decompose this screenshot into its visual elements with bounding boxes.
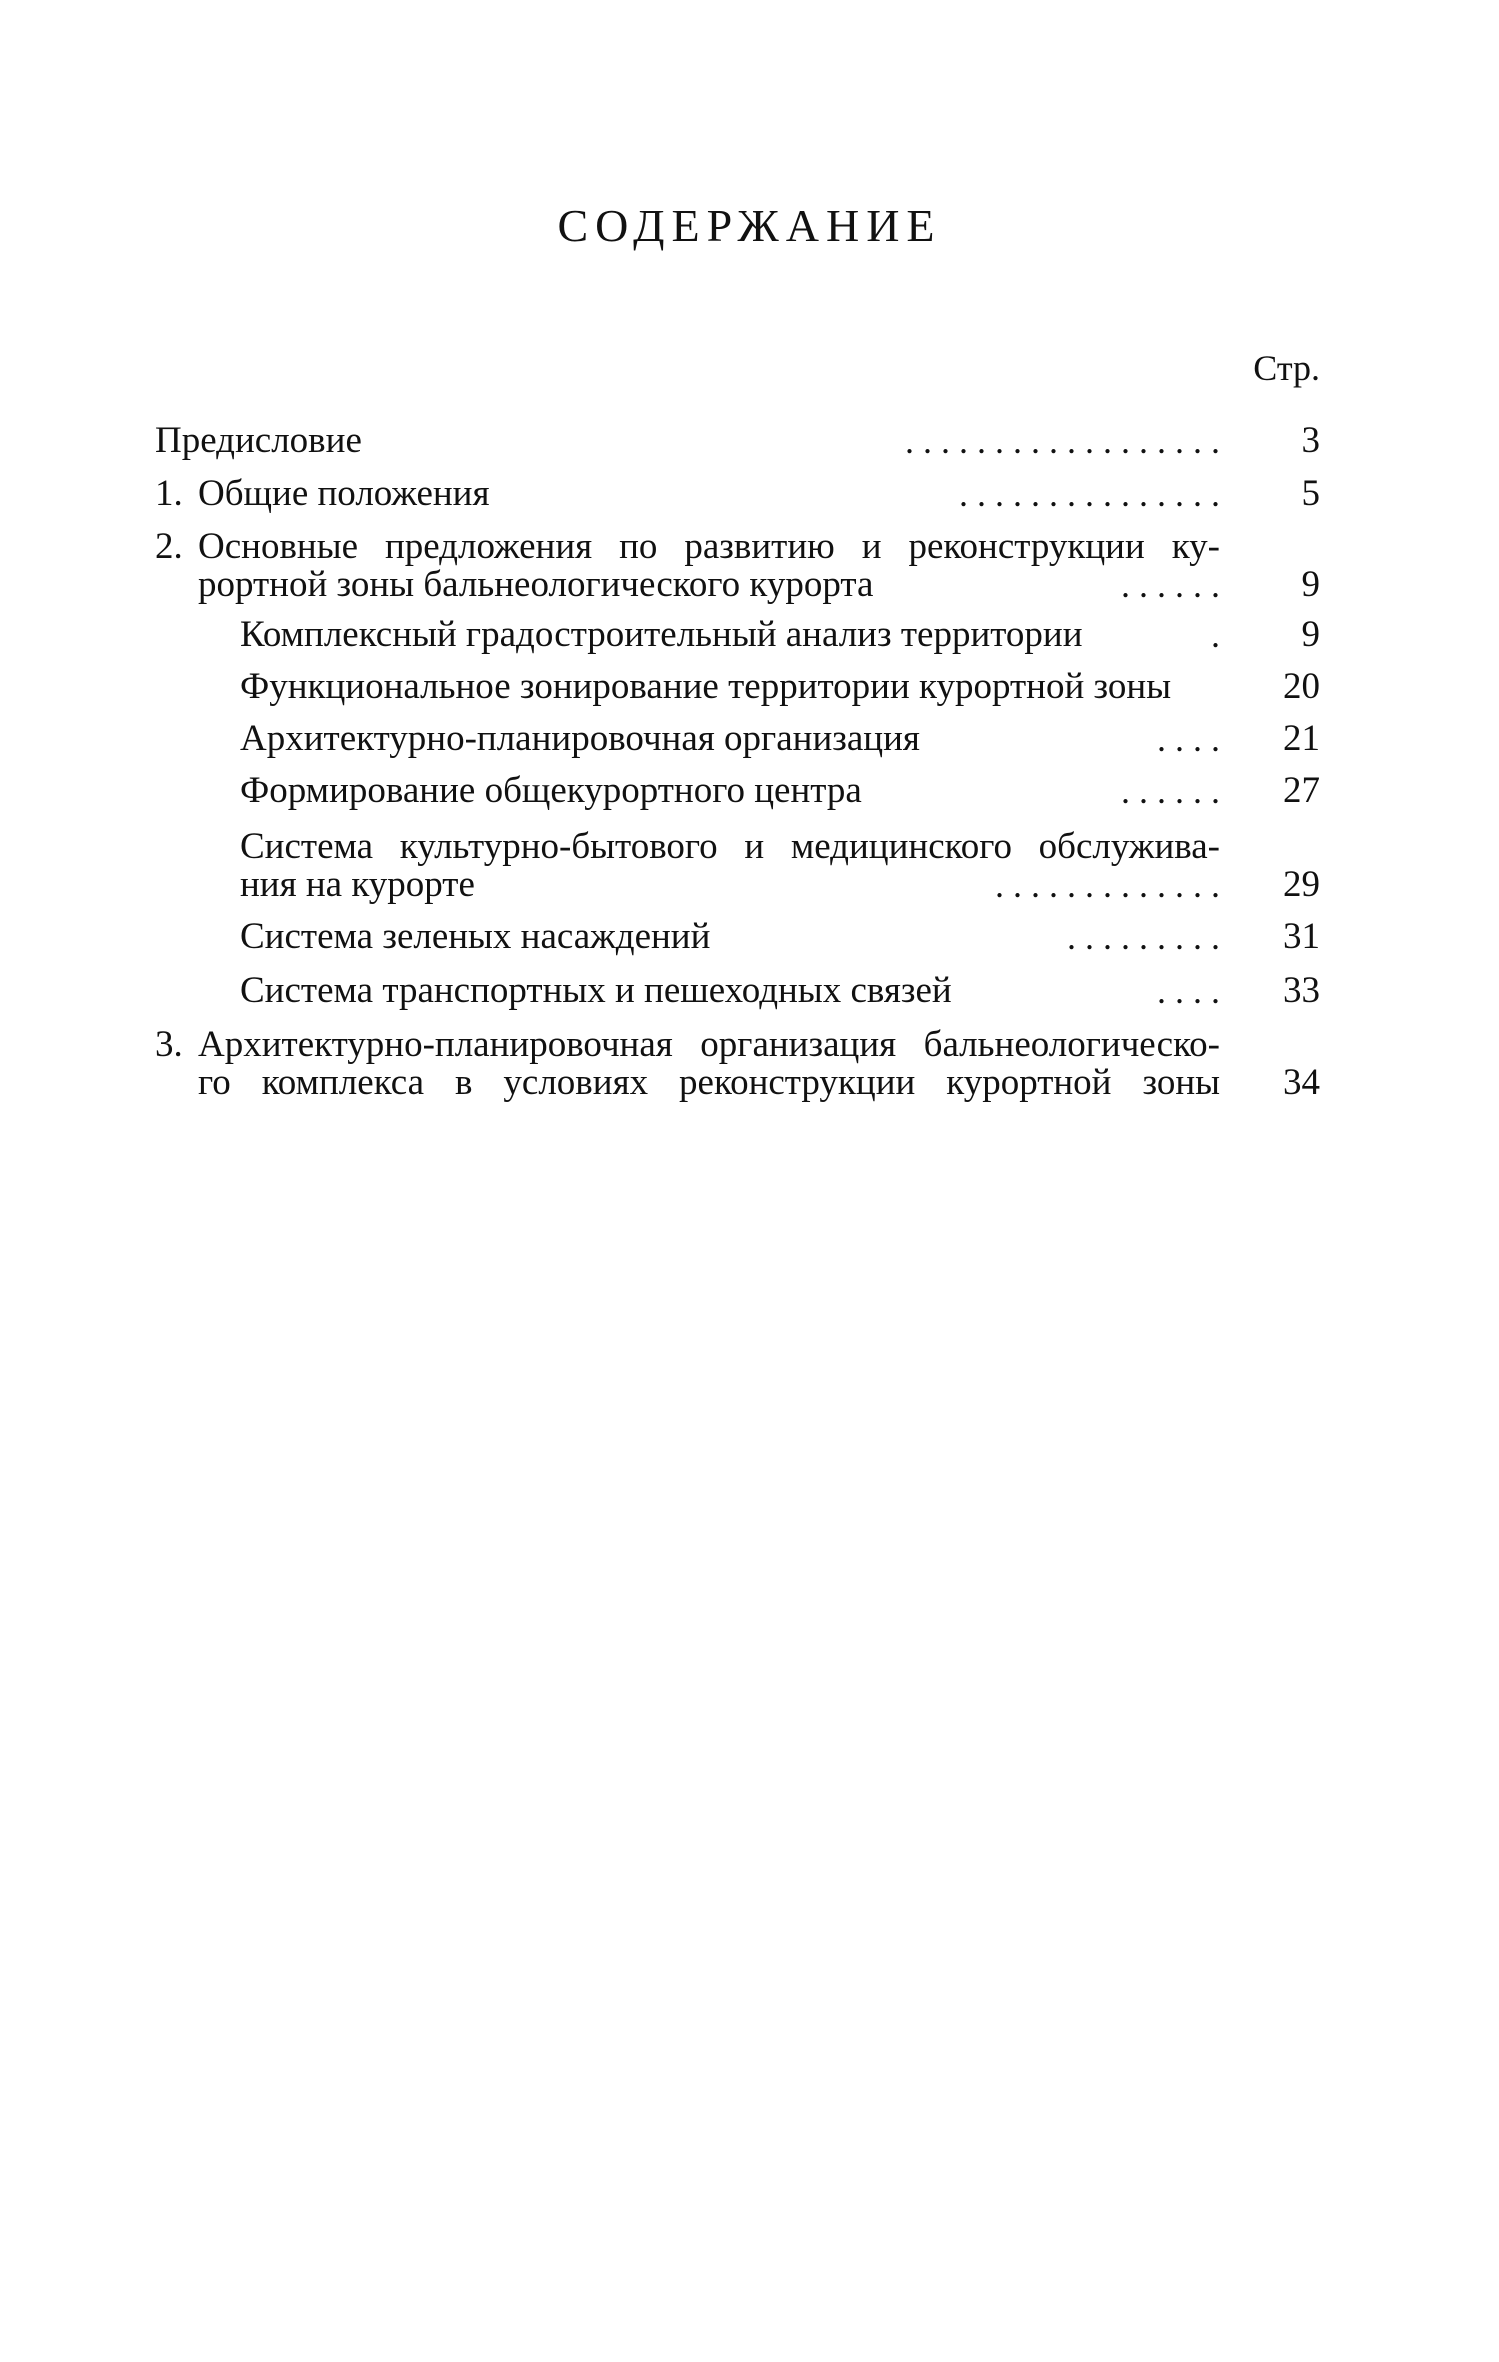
toc-page-number: 27 bbox=[1283, 770, 1320, 811]
toc-entry-title: Общие положения bbox=[198, 473, 490, 514]
dot-leader: . . . . . . bbox=[1121, 772, 1220, 810]
toc-page-number: 3 bbox=[1301, 420, 1320, 461]
toc-entry-title: Комплексный градостроительный анализ территории bbox=[240, 614, 1083, 655]
toc-page-number: 9 bbox=[1301, 564, 1320, 605]
dot-leader: . . . . . . . . . . . . . . . . . . bbox=[905, 422, 1220, 460]
page-title: СОДЕРЖАНИЕ bbox=[557, 200, 942, 251]
toc-entry-balneological-complex[interactable] bbox=[198, 1026, 1220, 1102]
toc-page-number: 33 bbox=[1283, 970, 1320, 1011]
toc-entry-title: Архитектурно-планировочная организация bbox=[240, 718, 920, 759]
dot-leader: . bbox=[1211, 616, 1220, 654]
dot-leader: . . . . bbox=[1157, 972, 1220, 1010]
dot-leader: . . . . . . bbox=[1121, 566, 1220, 604]
toc-entry-urban-analysis[interactable] bbox=[240, 616, 1220, 654]
toc-entry-title: Система культурно-бытового и медицинского обслужива- bbox=[240, 826, 1220, 867]
dot-leader: . . . . . . . . . bbox=[1067, 918, 1220, 956]
toc-page-number: 20 bbox=[1283, 666, 1320, 707]
dot-leader: . . . . . . . . . . . . . . . bbox=[959, 475, 1220, 513]
toc-entry-title: Система зеленых насаждений bbox=[240, 916, 711, 957]
toc-page-number: 34 bbox=[1283, 1062, 1320, 1103]
toc-entry-title: Формирование общекурортного центра bbox=[240, 770, 862, 811]
toc-page-number: 29 bbox=[1283, 864, 1320, 905]
toc-entry-title: Основные предложения по развитию и реконструкции ку- bbox=[198, 526, 1220, 567]
toc-entry-title: Функциональное зонирование территории курортной зоны bbox=[240, 666, 1172, 707]
toc-entry-number: 1. bbox=[155, 473, 183, 514]
toc-page-number: 21 bbox=[1283, 718, 1320, 759]
toc-entry-title-continued: рортной зоны бальнеологического курорта bbox=[198, 564, 874, 605]
toc-entry-title: Архитектурно-планировочная организация бальнеологическо- bbox=[198, 1024, 1220, 1065]
toc-entry-title-continued: ния на курорте bbox=[240, 864, 475, 905]
toc-entry-title: Система транспортных и пешеходных связей bbox=[240, 970, 952, 1011]
toc-page-number: 31 bbox=[1283, 916, 1320, 957]
dot-leader: . . . . bbox=[1157, 720, 1220, 758]
toc-entry-title: Предисловие bbox=[155, 420, 362, 461]
toc-page-number: 9 bbox=[1301, 614, 1320, 655]
toc-entry-number: 2. bbox=[155, 526, 183, 567]
page-column-label: Стр. bbox=[1253, 348, 1320, 388]
toc-entry-title-continued: го комплекса в условиях реконструкции курортной зоны bbox=[198, 1062, 1220, 1103]
toc-page-number: 5 bbox=[1301, 473, 1320, 514]
toc-entry-functional-zoning[interactable] bbox=[240, 668, 1220, 706]
dot-leader: . . . . . . . . . . . . . bbox=[995, 866, 1220, 904]
toc-entry-number: 3. bbox=[155, 1024, 183, 1065]
